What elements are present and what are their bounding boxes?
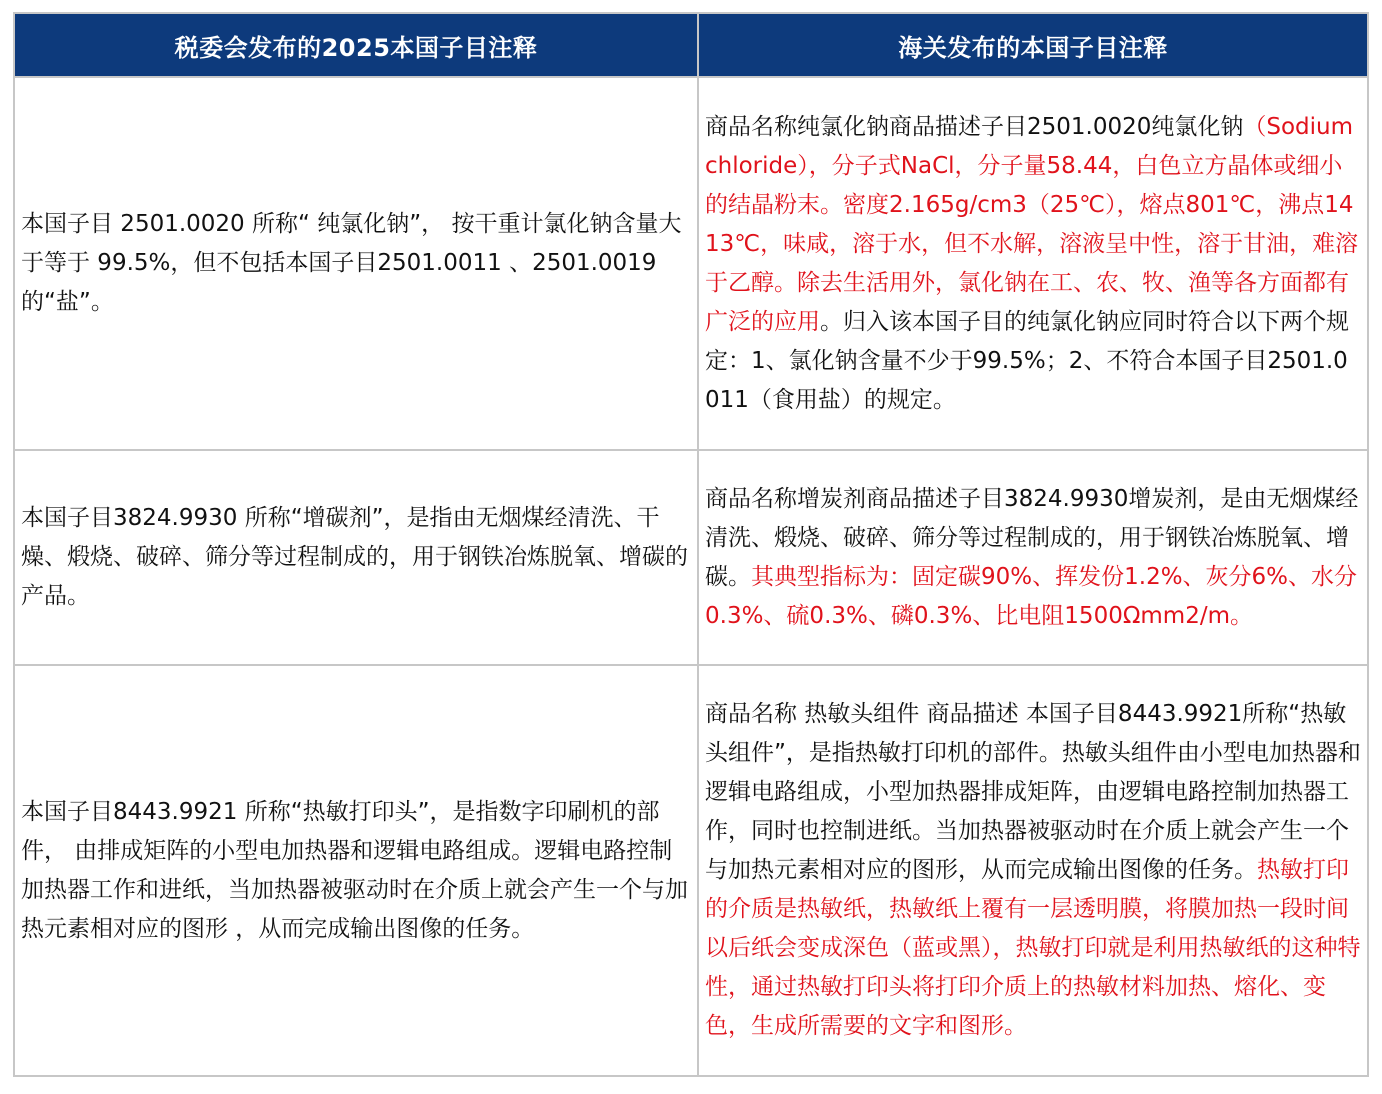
header-row [14, 13, 1368, 77]
tax-committee-note-cell: 本国子目3824.9930 所称“增碳剂”，是指由无烟煤经清洗、干燥、煅烧、破碎、筛分等过程制成的，用于钢铁冶炼脱氧、增碳的产品。 [14, 450, 698, 665]
table-row [14, 77, 1368, 450]
highlighted-note-text: （Sodiumchloride），分子式NaCl，分子量58.44，白色立方晶体或细小的结晶粉末。密度2.165g/cm3（25℃），熔点801℃，沸点1413℃，味咸，溶于水，但不水解，溶液呈中性，溶于甘油，难溶于乙醇。除去生活用外，氯化钠在工、农、牧、渔等各方面都有广泛的应用 [705, 113, 1359, 335]
note-text: 商品名称纯氯化钠商品描述子目2501.0020纯氯化钠 [705, 113, 1244, 140]
comparison-table-container [13, 12, 1367, 1077]
customs-note-cell [698, 77, 1368, 450]
customs-note-cell [698, 450, 1368, 665]
note-text: 商品名称 热敏头组件 商品描述 本国子目8443.9921所称“热敏头组件”，是指热敏打印机的部件。热敏头组件由小型电加热器和逻辑电路组成，小型加热器排成矩阵，由逻辑电路控制加热器工作，同时也控制进纸。当加热器被驱动时在介质上就会产生一个与加热元素相对应的图形，从而完成输出图像的任务。 [705, 701, 1361, 883]
note-text: 商品名称增炭剂商品描述子目3824.9930增炭剂，是由无烟煤经清洗、煅烧、破碎、筛分等过程制成的，用于钢铁冶炼脱氧、增碳。 [705, 485, 1359, 590]
header-tax-committee: 税委会发布的2025本国子目注释 [14, 13, 698, 77]
highlighted-note-text: 其典型指标为：固定碳90%、挥发份1.2%、灰分6%、水分0.3%、硫0.3%、磷0.3%、比电阻1500Ωmm2/m。 [705, 563, 1358, 629]
note-text: 。归入该本国子目的纯氯化钠应同时符合以下两个规定：1、氯化钠含量不少于99.5%；2、不符合本国子目2501.0011（食用盐）的规定。 [705, 308, 1349, 413]
table-row [14, 450, 1368, 665]
comparison-table [13, 12, 1369, 1077]
customs-note-cell [698, 665, 1368, 1076]
header-customs: 海关发布的本国子目注释 [698, 13, 1368, 77]
tax-committee-note-cell: 本国子目8443.9921 所称“热敏打印头”，是指数字印刷机的部件， 由排成矩阵的小型电加热器和逻辑电路组成。逻辑电路控制加热器工作和进纸，当加热器被驱动时在介质上就会产生一个与加热元素相对应的图形 ，从而完成输出图像的任务。 [14, 665, 698, 1076]
table-row [14, 665, 1368, 1076]
tax-committee-note-cell: 本国子目 2501.0020 所称“ 纯氯化钠”， 按干重计氯化钠含量大于等于 99.5%，但不包括本国子目2501.0011 、2501.0019的“盐”。 [14, 77, 698, 450]
highlighted-note-text: 热敏打印的介质是热敏纸，热敏纸上覆有一层透明膜，将膜加热一段时间以后纸会变成深色（蓝或黑），热敏打印就是利用热敏纸的这种特性，通过热敏打印头将打印介质上的热敏材料加热、熔化、变色，生成所需要的文字和图形。 [705, 857, 1361, 1039]
